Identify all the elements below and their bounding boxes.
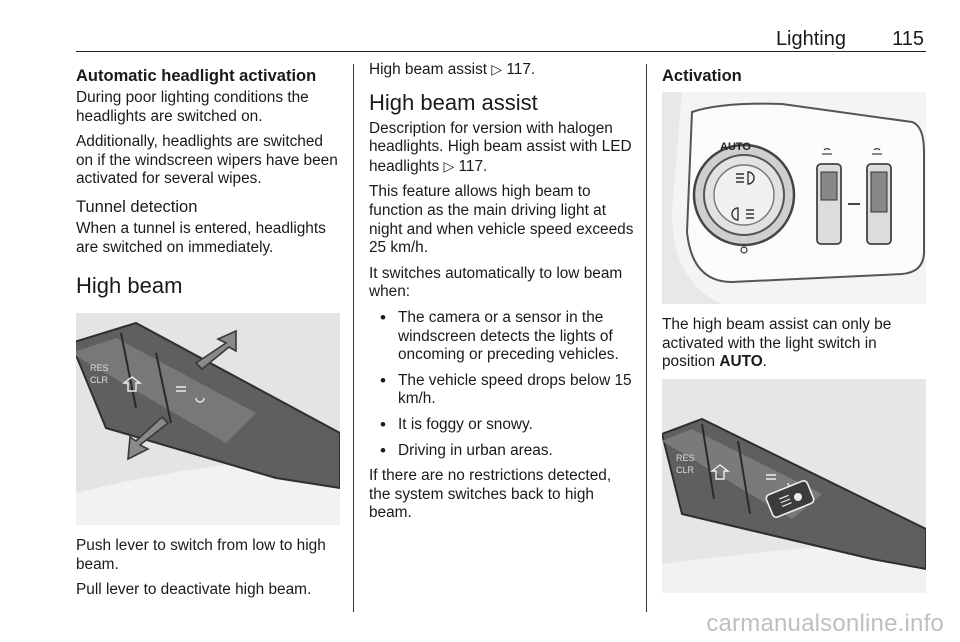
list-item: • It is foggy or snowy.: [369, 416, 635, 435]
paragraph: When a tunnel is entered, headlights are switched on immediately.: [76, 219, 326, 256]
list-item: • The vehicle speed drops below 15 km/h.: [369, 372, 635, 409]
light-switch-drawing: [662, 92, 926, 304]
paragraph: The high beam assist can only be activated with the light switch in position AUTO.: [662, 316, 892, 371]
high-beam-lever-illustration: [76, 313, 340, 525]
svg-text:CLR: CLR: [676, 464, 695, 475]
switch-auto-label: AUTO: [720, 141, 751, 153]
heading-high-beam-assist: High beam assist: [369, 89, 538, 115]
lever-drawing: [76, 313, 340, 525]
paragraph: This feature allows high beam to function as the main driving light at night and when vehicle speed exceeds 25 km/h.: [369, 183, 634, 257]
column-2: [369, 60, 635, 530]
list-item: • Driving in urban areas.: [369, 442, 635, 461]
section-title: Lighting: [775, 28, 846, 50]
paragraph: Push lever to switch from low to high beam.: [76, 537, 326, 573]
paragraph: If there are no restrictions detected, the system switches back to high beam.: [369, 467, 612, 522]
heading-automatic-headlight: Automatic headlight activation: [76, 67, 317, 85]
paragraph: Additionally, headlights are switched on if the windscreen wipers have been activated for several wipes.: [76, 133, 338, 188]
page-number: 115: [892, 28, 924, 50]
page-reference-arrow-icon: ▷: [491, 61, 503, 77]
paragraph: During poor lighting conditions the headlights are switched on.: [76, 89, 309, 125]
condition-list: [369, 309, 635, 460]
svg-text:RES: RES: [90, 363, 109, 374]
auto-keyword: AUTO: [719, 353, 763, 371]
svg-text:CLR: CLR: [90, 375, 109, 386]
column-1: [76, 60, 342, 607]
page-reference-arrow-icon: ▷: [443, 157, 455, 174]
heading-high-beam: High beam: [76, 273, 183, 299]
cross-reference: High beam assist ▷ 117.: [369, 61, 536, 78]
list-item: • The camera or a sensor in the windscreen detects the lights of oncoming or preceding vehicles.: [369, 309, 635, 365]
paragraph: It switches automatically to low beam when:: [369, 264, 623, 301]
watermark: carmanualsonline.info: [706, 610, 944, 637]
column-divider: [353, 64, 354, 612]
paragraph: Pull lever to deactivate high beam.: [76, 581, 312, 599]
paragraph: Description for version with halogen headlights. High beam assist with LED headlights ▷ 117.: [369, 119, 632, 175]
high-beam-assist-lever-illustration: [662, 379, 926, 593]
column-divider: [646, 64, 647, 612]
heading-tunnel-detection: Tunnel detection: [76, 197, 198, 216]
svg-text:RES: RES: [676, 452, 695, 463]
column-3: [662, 60, 926, 593]
lever-button-drawing: [662, 379, 926, 593]
page-header: [76, 26, 926, 52]
light-switch-illustration: [662, 92, 926, 304]
heading-activation: Activation: [662, 67, 742, 85]
